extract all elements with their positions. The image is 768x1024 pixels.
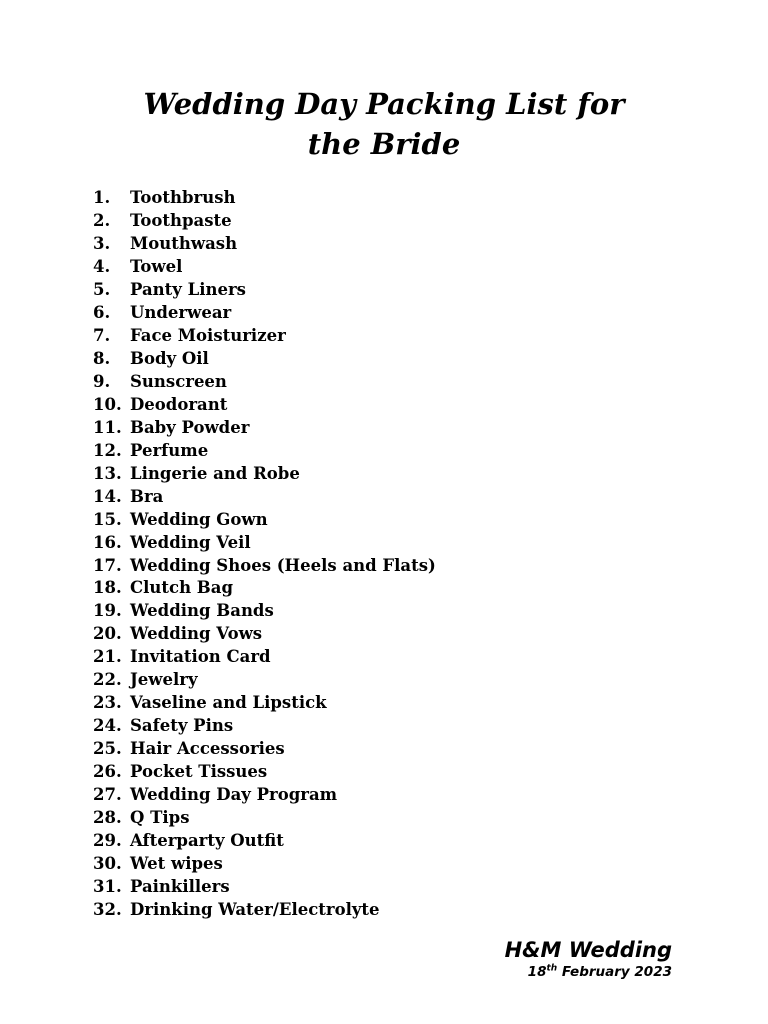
list-item-label: Wedding Bands	[130, 601, 274, 621]
list-item-label: Underwear	[130, 302, 232, 322]
list-item	[93, 371, 436, 394]
list-item-label: Q Tips	[130, 808, 190, 828]
list-item-number: 16.	[93, 532, 122, 552]
list-item	[93, 669, 436, 692]
list-item-label: Deodorant	[130, 394, 228, 414]
list-item-label: Wedding Gown	[130, 509, 268, 529]
list-item	[93, 532, 436, 555]
list-item-number: 3.	[93, 233, 111, 253]
list-item-number: 26.	[93, 762, 122, 782]
list-item	[93, 417, 436, 440]
list-item	[93, 486, 436, 509]
footer-date	[505, 964, 672, 980]
list-item-number: 17.	[93, 555, 122, 575]
list-item-label: Perfume	[130, 440, 209, 460]
list-item-number: 25.	[93, 739, 122, 759]
list-item-label: Wedding Veil	[130, 532, 251, 552]
list-item-label: Jewelry	[130, 670, 198, 690]
footer-brand: H&M Wedding	[504, 938, 672, 962]
list-item-number: 24.	[93, 716, 122, 736]
list-item	[93, 692, 436, 715]
list-item-number: 6.	[93, 302, 111, 322]
list-item-number: 10.	[93, 394, 122, 414]
list-item-number: 19.	[93, 601, 122, 621]
packing-list	[93, 187, 436, 922]
list-item	[93, 210, 436, 233]
list-item	[93, 233, 436, 256]
list-item-label: Baby Powder	[130, 417, 250, 437]
list-item	[93, 623, 436, 646]
list-item-number: 9.	[93, 371, 111, 391]
list-item-label: Lingerie and Robe	[130, 463, 300, 483]
list-item	[93, 761, 436, 784]
list-item	[93, 899, 436, 922]
list-item	[93, 784, 436, 807]
list-item	[93, 646, 436, 669]
list-item-number: 4.	[93, 256, 111, 276]
list-item-label: Panty Liners	[130, 279, 246, 299]
list-item-number: 14.	[93, 486, 122, 506]
list-item	[93, 394, 436, 417]
list-item	[93, 807, 436, 830]
list-item	[93, 348, 436, 371]
list-item-label: Drinking Water/Electrolyte	[130, 900, 380, 920]
list-item-number: 13.	[93, 463, 122, 483]
list-item-label: Wedding Shoes (Heels and Flats)	[130, 555, 436, 575]
list-item	[93, 853, 436, 876]
list-item-label: Vaseline and Lipstick	[130, 693, 327, 713]
list-item-label: Face Moisturizer	[130, 325, 286, 345]
list-item-label: Safety Pins	[130, 716, 234, 736]
list-item-label: Afterparty Outfit	[130, 831, 284, 851]
list-item-number: 27.	[93, 785, 122, 805]
date-day: 18	[527, 964, 547, 980]
date-suffix: th	[546, 963, 558, 974]
list-item-number: 23.	[93, 693, 122, 713]
list-item-label: Toothbrush	[130, 188, 236, 207]
footer-signature	[505, 936, 672, 980]
list-item-label: Wet wipes	[130, 854, 223, 874]
list-item-number: 31.	[93, 877, 122, 897]
list-item-label: Bra	[130, 486, 164, 506]
list-item-number: 8.	[93, 348, 111, 368]
list-item-label: Pocket Tissues	[130, 762, 268, 782]
document-title	[0, 84, 768, 164]
list-item-number: 1.	[93, 188, 111, 207]
list-item-number: 18.	[93, 578, 122, 598]
list-item-number: 22.	[93, 670, 122, 690]
list-item	[93, 876, 436, 899]
list-item-number: 15.	[93, 509, 122, 529]
list-item-number: 7.	[93, 325, 111, 345]
list-item	[93, 738, 436, 761]
list-item-label: Towel	[130, 256, 183, 276]
list-item	[93, 440, 436, 463]
list-item-number: 32.	[93, 900, 122, 920]
list-item	[93, 509, 436, 532]
list-item	[93, 600, 436, 623]
list-item-label: Body Oil	[130, 348, 209, 368]
list-item	[93, 555, 436, 578]
title-line-2: the Bride	[307, 127, 461, 161]
list-item-number: 11.	[93, 417, 122, 437]
list-item	[93, 715, 436, 738]
list-item-number: 20.	[93, 624, 122, 644]
list-item	[93, 577, 436, 600]
list-item-number: 21.	[93, 647, 122, 667]
list-item-number: 30.	[93, 854, 122, 874]
list-item-label: Invitation Card	[130, 647, 271, 667]
list-item	[93, 256, 436, 279]
list-item	[93, 187, 436, 210]
list-item-number: 5.	[93, 279, 111, 299]
list-item-number: 29.	[93, 831, 122, 851]
list-item	[93, 830, 436, 853]
list-item-label: Toothpaste	[130, 210, 232, 230]
list-item-label: Painkillers	[130, 877, 230, 897]
list-item-label: Sunscreen	[130, 371, 227, 391]
title-line-1: Wedding Day Packing List for	[143, 87, 625, 121]
list-item-number: 2.	[93, 210, 111, 230]
date-rest: February 2023	[557, 964, 672, 980]
list-item-label: Wedding Day Program	[130, 785, 338, 805]
list-item	[93, 302, 436, 325]
list-item	[93, 279, 436, 302]
list-item-label: Wedding Vows	[130, 624, 263, 644]
list-item-label: Clutch Bag	[130, 578, 233, 598]
list-item-number: 12.	[93, 440, 122, 460]
list-item-label: Hair Accessories	[130, 739, 285, 759]
list-item-number: 28.	[93, 808, 122, 828]
list-item	[93, 325, 436, 348]
list-item-label: Mouthwash	[130, 233, 238, 253]
list-item	[93, 463, 436, 486]
